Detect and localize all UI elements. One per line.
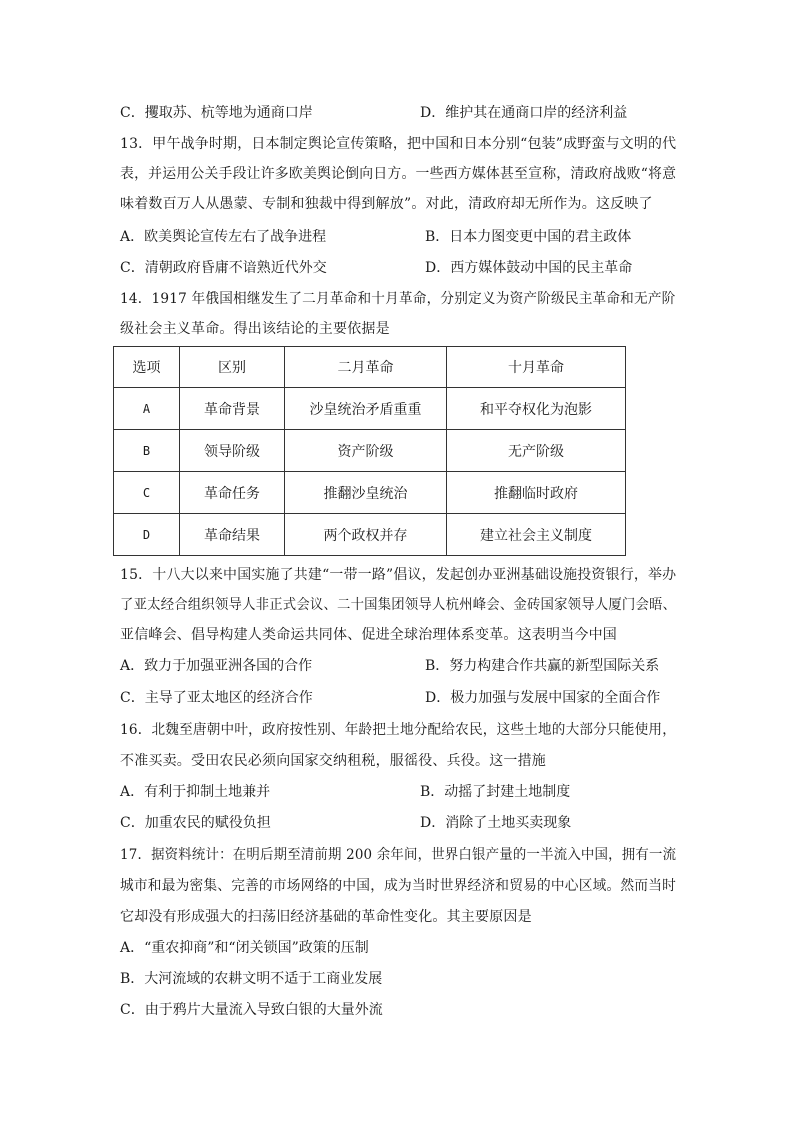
table-header-cell: 二月革命 — [285, 347, 447, 388]
table-cell: 推翻临时政府 — [447, 472, 626, 514]
table-cell-option: C — [114, 472, 180, 514]
revolution-comparison-table — [113, 346, 626, 556]
table-cell: 建立社会主义制度 — [447, 514, 626, 556]
q17-option-a: A．“重农抑商”和“闭关锁国”政策的压制 — [120, 940, 369, 956]
table-cell: 领导阶级 — [180, 430, 285, 472]
q13-option-b: B．日本力图变更中国的君主政体 — [425, 229, 632, 245]
q15-option-b: B．努力构建合作共赢的新型国际关系 — [425, 658, 660, 674]
table-cell: 资产阶级 — [285, 430, 447, 472]
table-header-row — [114, 347, 626, 388]
q16-stem-line-1: 16．北魏至唐朝中叶，政府按性别、年龄把土地分配给农民，这些土地的大部分只能使用， — [120, 722, 676, 738]
table-cell-option: D — [114, 514, 180, 556]
q13-stem-line-3: 味着数百万人从愚蒙、专制和独裁中得到解放”。对此，清政府却无所作为。这反映了 — [120, 196, 653, 212]
q13-option-a: A．欧美舆论宣传左右了战争进程 — [120, 229, 327, 245]
q13-option-d: D．西方媒体鼓动中国的民主革命 — [425, 260, 633, 276]
table-cell: 两个政权并存 — [285, 514, 447, 556]
table-row — [114, 430, 626, 472]
q16-option-d: D．消除了土地买卖现象 — [420, 815, 572, 831]
q17-option-c: C．由于鸦片大量流入导致白银的大量外流 — [120, 1002, 383, 1018]
table-cell: 推翻沙皇统治 — [285, 472, 447, 514]
table-header-cell: 十月革命 — [447, 347, 626, 388]
table-cell: 沙皇统治矛盾重重 — [285, 388, 447, 430]
table-row — [114, 472, 626, 514]
q14-stem-line-1: 14．1917 年俄国相继发生了二月革命和十月革命，分别定义为资产阶级民主革命和无产阶 — [120, 291, 676, 307]
table-header-cell: 选项 — [114, 347, 180, 388]
q17-stem-line-1: 17．据资料统计：在明后期至清前期 200 余年间，世界白银产量的一半流入中国，拥有一流 — [120, 847, 677, 863]
table-header-cell: 区别 — [180, 347, 285, 388]
table-row — [114, 388, 626, 430]
table-cell: 和平夺权化为泡影 — [447, 388, 626, 430]
q12-option-d: D．维护其在通商口岸的经济利益 — [420, 105, 628, 121]
q16-option-a: A．有利于抑制土地兼并 — [120, 784, 271, 800]
q13-stem-line-2: 表，并运用公关手段让许多欧美舆论倒向日方。一些西方媒体甚至宣称，清政府战败“将意 — [120, 166, 677, 182]
table-cell: 革命结果 — [180, 514, 285, 556]
q13-option-c: C．清朝政府昏庸不谙熟近代外交 — [120, 260, 327, 276]
table-cell-option: A — [114, 388, 180, 430]
q15-stem-line-2: 了亚太经合组织领导人非正式会议、二十国集团领导人杭州峰会、金砖国家领导人厦门会晤、 — [120, 597, 677, 613]
q16-option-c: C．加重农民的赋役负担 — [120, 815, 271, 831]
q16-option-b: B．动摇了封建土地制度 — [420, 784, 571, 800]
q15-stem-line-3: 亚信峰会、倡导构建人类命运共同体、促进全球治理体系变革。这表明当今中国 — [120, 627, 617, 643]
q15-option-c: C．主导了亚太地区的经济合作 — [120, 690, 313, 706]
q14-stem-line-2: 级社会主义革命。得出该结论的主要依据是 — [120, 321, 390, 337]
q15-option-a: A．致力于加强亚洲各国的合作 — [120, 658, 313, 674]
q13-stem-line-1: 13．甲午战争时期，日本制定舆论宣传策略，把中国和日本分别“包装”成野蛮与文明的代 — [120, 136, 677, 152]
table-row — [114, 514, 626, 556]
table-cell: 革命背景 — [180, 388, 285, 430]
table-cell: 革命任务 — [180, 472, 285, 514]
q17-option-b: B．大河流域的农耕文明不适于工商业发展 — [120, 971, 383, 987]
q16-stem-line-2: 不准买卖。受田农民必须向国家交纳租税，服徭役、兵役。这一措施 — [120, 753, 546, 769]
q12-option-c: C．攫取苏、杭等地为通商口岸 — [120, 105, 313, 121]
table-cell-option: B — [114, 430, 180, 472]
table-cell: 无产阶级 — [447, 430, 626, 472]
q17-stem-line-3: 它却没有形成强大的扫荡旧经济基础的革命性变化。其主要原因是 — [120, 909, 532, 925]
q15-option-d: D．极力加强与发展中国家的全面合作 — [425, 690, 661, 706]
q15-stem-line-1: 15．十八大以来中国实施了共建“一带一路”倡议，发起创办亚洲基础设施投资银行，举办 — [120, 567, 677, 583]
q17-stem-line-2: 城市和最为密集、完善的市场网络的中国，成为当时世界经济和贸易的中心区域。然而当时 — [120, 878, 677, 894]
